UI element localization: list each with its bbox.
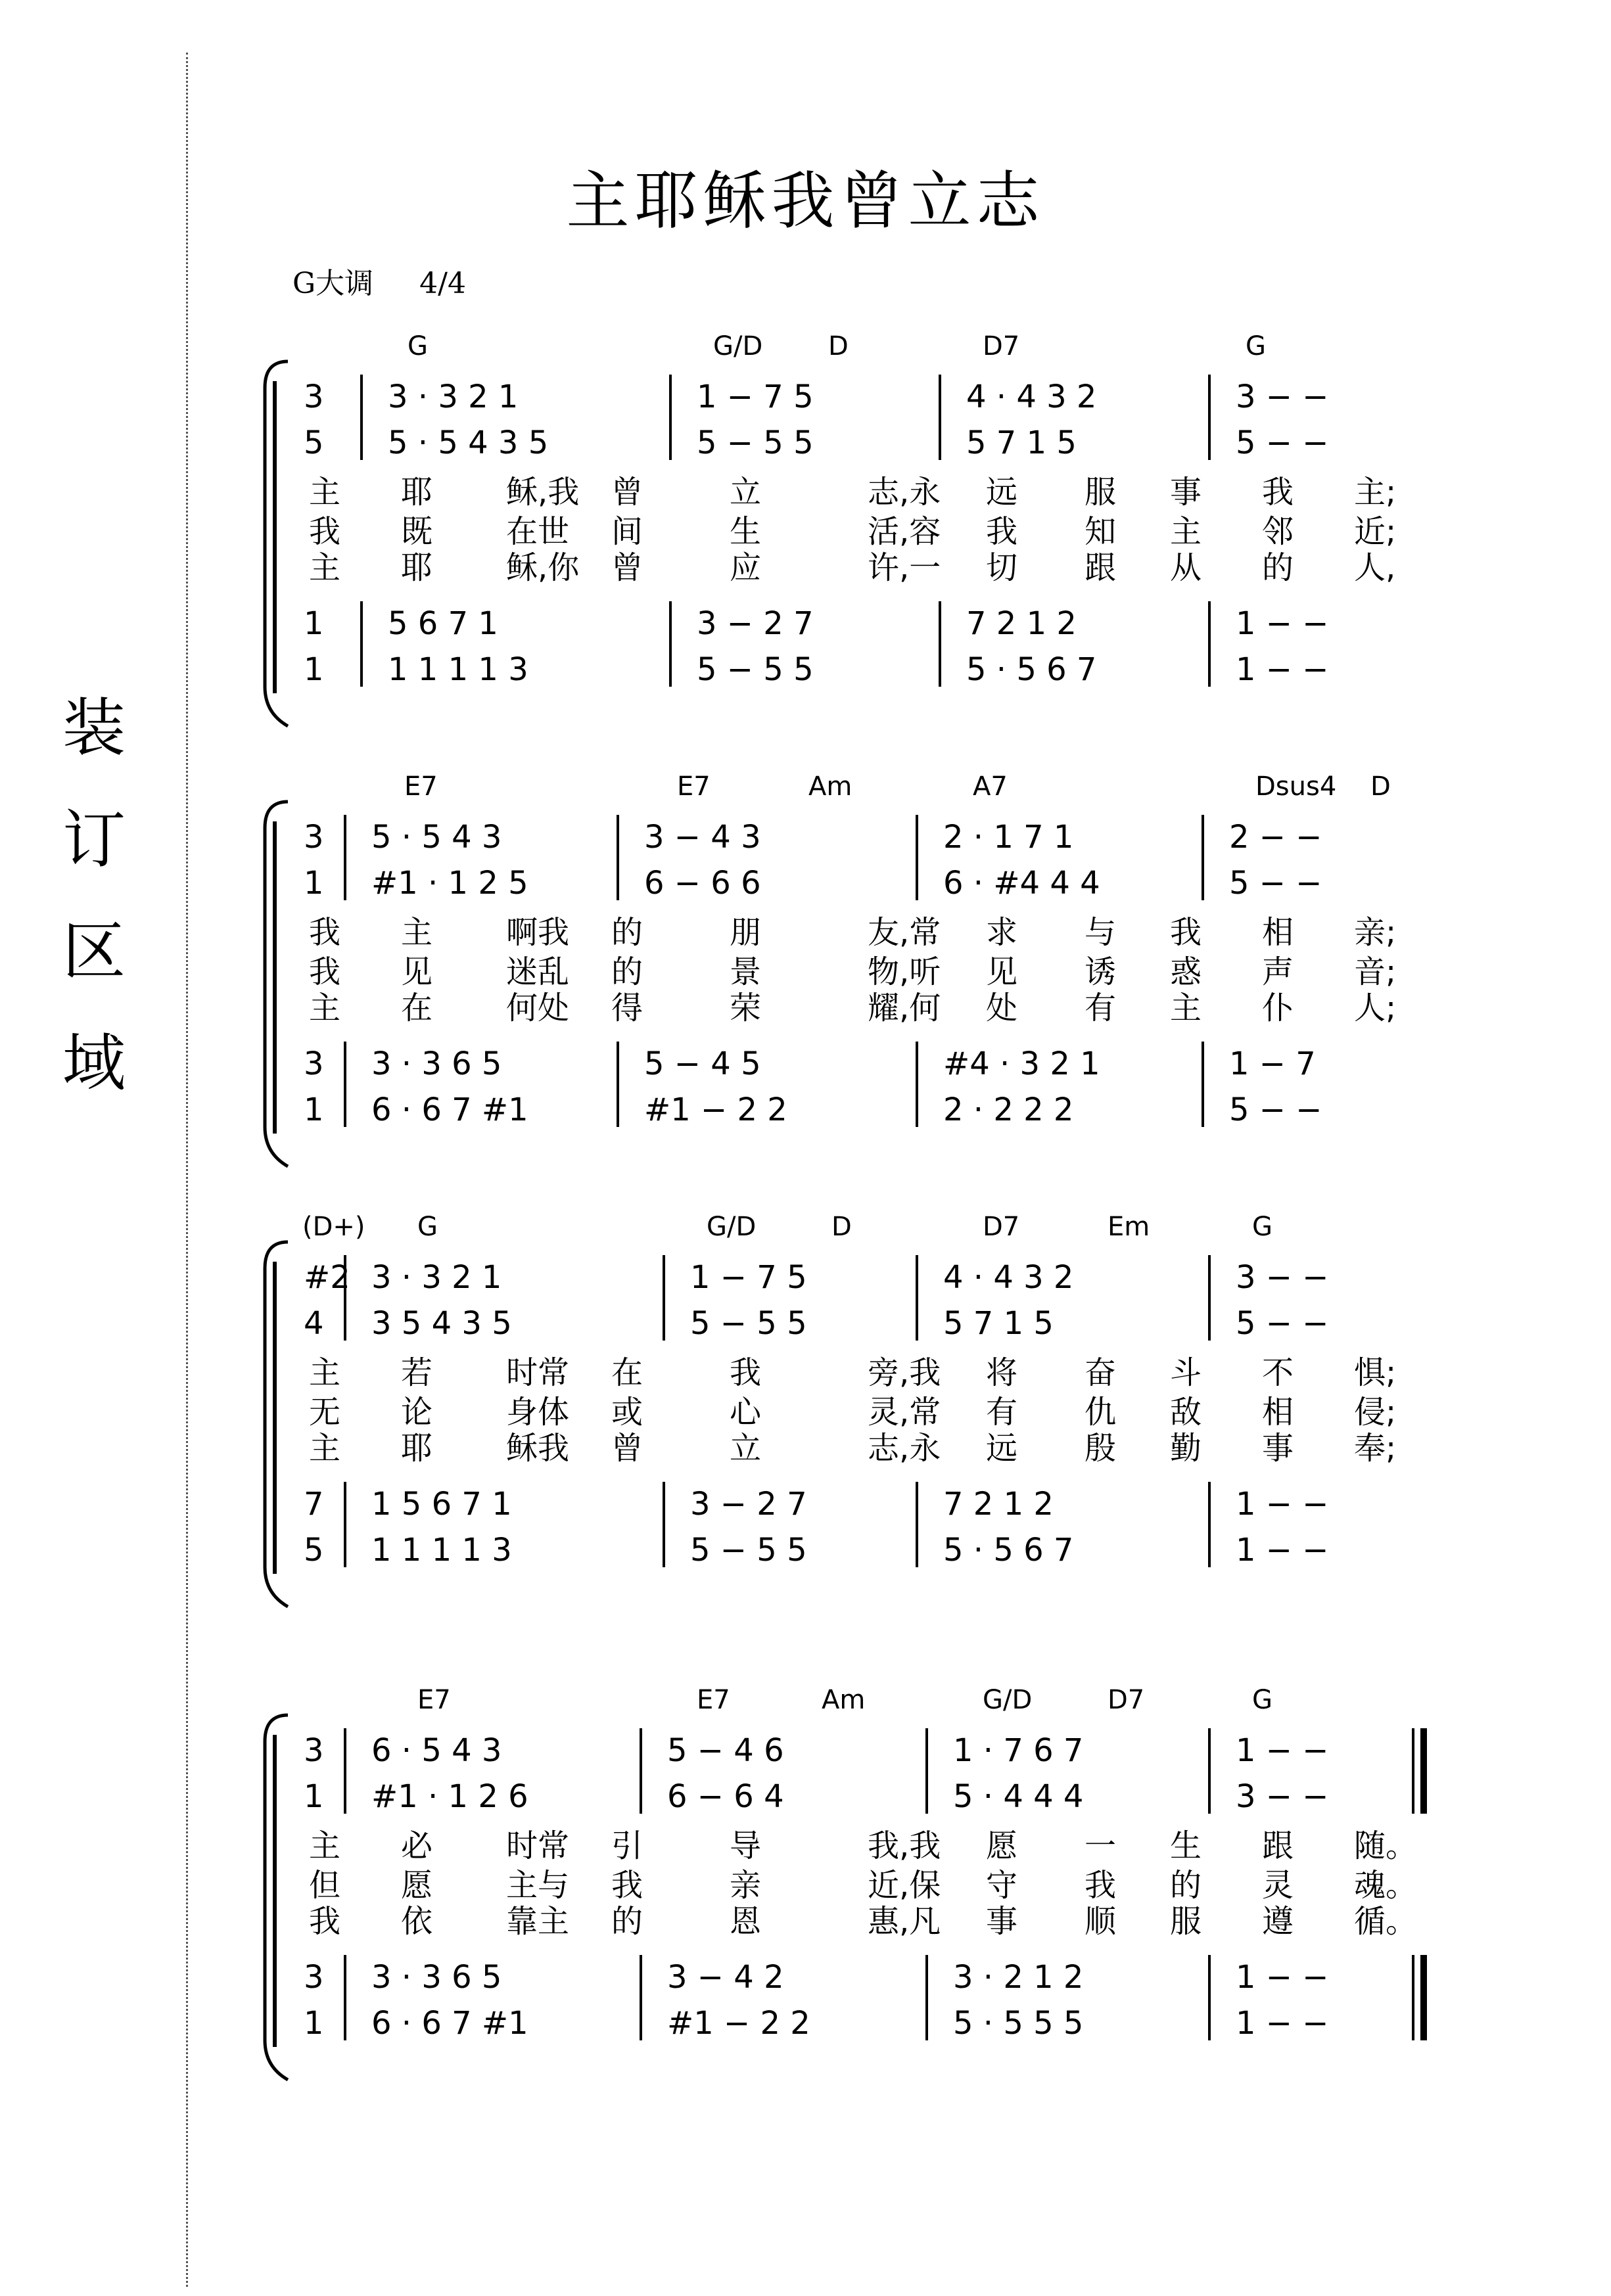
measure-soprano: 3 bbox=[304, 1732, 324, 1769]
chord-symbol: G/D bbox=[713, 331, 763, 361]
measure-alto: #1 · 1 2 6 bbox=[371, 1778, 528, 1815]
lyric-syllable: 许,一 bbox=[868, 549, 941, 586]
measure-bass: 5 − − bbox=[1229, 1091, 1322, 1128]
chord-symbol: D bbox=[831, 1212, 852, 1242]
lyric-syllable: 时常 bbox=[506, 1354, 570, 1391]
lyric-syllable: 主 bbox=[401, 914, 433, 951]
lyric-syllable: 我 bbox=[309, 1903, 341, 1940]
lyric-syllable: 应 bbox=[730, 549, 762, 586]
measure-soprano: 1 − 7 5 bbox=[697, 379, 814, 415]
measure-bass: 5 − 5 5 bbox=[697, 651, 814, 688]
measure-soprano: #2 bbox=[304, 1259, 350, 1296]
lyric-syllable: 的 bbox=[611, 953, 643, 990]
measure-tenor: 3 · 2 1 2 bbox=[953, 1959, 1084, 1996]
lyric-syllable: 在世 bbox=[506, 513, 570, 550]
measure-tenor: 1 − − bbox=[1236, 1486, 1329, 1523]
lyric-syllable: 若 bbox=[401, 1354, 433, 1391]
lyric-syllable: 生 bbox=[1170, 1827, 1202, 1864]
measure-bass: 5 · 5 5 5 bbox=[953, 2005, 1084, 2042]
time-signature: 4/4 bbox=[419, 267, 466, 300]
measure-soprano: 3 bbox=[304, 379, 324, 415]
measure-bass: 5 bbox=[304, 1532, 324, 1569]
chord-symbol: D bbox=[828, 331, 849, 361]
lyric-syllable: 耶 bbox=[401, 549, 433, 586]
lyric-syllable: 既 bbox=[401, 513, 433, 550]
lyric-syllable: 主与 bbox=[506, 1867, 570, 1904]
lyric-syllable: 守 bbox=[986, 1867, 1018, 1904]
lyric-syllable: 主 bbox=[309, 1430, 341, 1467]
lyric-syllable: 远 bbox=[986, 1430, 1018, 1467]
chord-symbol: G/D bbox=[983, 1685, 1033, 1715]
lyric-syllable: 时常 bbox=[506, 1827, 570, 1864]
measure-alto: 1 bbox=[304, 1778, 324, 1815]
measure-alto: 6 − 6 4 bbox=[667, 1778, 784, 1815]
chord-symbol: D7 bbox=[1108, 1685, 1145, 1715]
lyric-syllable: 愿 bbox=[401, 1867, 433, 1904]
lyric-syllable: 遵 bbox=[1262, 1903, 1294, 1940]
lyric-syllable: 我,我 bbox=[868, 1827, 941, 1864]
lyric-syllable: 惠,凡 bbox=[868, 1903, 941, 1940]
measure-soprano: 2 − − bbox=[1229, 819, 1322, 856]
lyric-syllable: 我 bbox=[1085, 1867, 1117, 1904]
measure-alto: 5 − 5 5 bbox=[690, 1305, 807, 1342]
lyric-syllable: 活,容 bbox=[868, 513, 941, 550]
measure-tenor: 1 5 6 7 1 bbox=[371, 1486, 512, 1523]
lyric-syllable: 循。 bbox=[1354, 1903, 1418, 1940]
lyric-syllable: 何处 bbox=[506, 990, 570, 1026]
lyric-syllable: 曾 bbox=[611, 1430, 643, 1467]
lyric-syllable: 耶 bbox=[401, 474, 433, 511]
measure-soprano: 5 · 5 4 3 bbox=[371, 819, 502, 856]
lyric-syllable: 跟 bbox=[1085, 549, 1117, 586]
measure-tenor: 7 2 1 2 bbox=[966, 605, 1077, 642]
lyric-syllable: 仆 bbox=[1262, 990, 1294, 1026]
lyric-syllable: 引 bbox=[611, 1827, 643, 1864]
measure-alto: 5 7 1 5 bbox=[943, 1305, 1054, 1342]
lyric-syllable: 我 bbox=[1170, 914, 1202, 951]
lyric-syllable: 跟 bbox=[1262, 1827, 1294, 1864]
chord-symbol: Em bbox=[1108, 1212, 1150, 1242]
lyric-syllable: 随。 bbox=[1354, 1827, 1418, 1864]
measure-soprano: 4 · 4 3 2 bbox=[966, 379, 1097, 415]
lyric-syllable: 声 bbox=[1262, 953, 1294, 990]
lyric-syllable: 知 bbox=[1085, 513, 1117, 550]
lyric-syllable: 事 bbox=[986, 1903, 1018, 1940]
lyric-syllable: 稣我 bbox=[506, 1430, 570, 1467]
lyric-syllable: 旁,我 bbox=[868, 1354, 941, 1391]
measure-soprano: 2 · 1 7 1 bbox=[943, 819, 1074, 856]
lyric-syllable: 斗 bbox=[1170, 1354, 1202, 1391]
chord-symbol: Dsus4 bbox=[1255, 771, 1337, 802]
lyric-syllable: 求 bbox=[986, 914, 1018, 951]
lyric-syllable: 勤 bbox=[1170, 1430, 1202, 1467]
chord-symbol: E7 bbox=[417, 1685, 451, 1715]
lyric-syllable: 荣 bbox=[730, 990, 762, 1026]
lyric-syllable: 诱 bbox=[1085, 953, 1117, 990]
lyric-syllable: 不 bbox=[1262, 1354, 1294, 1391]
lyric-syllable: 耀,何 bbox=[868, 990, 941, 1026]
measure-bass: #1 − 2 2 bbox=[667, 2005, 810, 2042]
measure-bass: 5 · 5 6 7 bbox=[966, 651, 1097, 688]
measure-tenor: 3 bbox=[304, 1959, 324, 1996]
measure-alto: 6 · #4 4 4 bbox=[943, 865, 1100, 902]
measure-tenor: 3 bbox=[304, 1045, 324, 1082]
chord-symbol: G bbox=[1252, 1685, 1272, 1715]
measure-bass: 6 · 6 7 #1 bbox=[371, 2005, 528, 2042]
lyric-syllable: 仇 bbox=[1085, 1394, 1117, 1431]
lyric-syllable: 主 bbox=[309, 1827, 341, 1864]
lyric-syllable: 有 bbox=[986, 1394, 1018, 1431]
measure-bass: 5 · 5 6 7 bbox=[943, 1532, 1074, 1569]
lyric-syllable: 亲; bbox=[1354, 914, 1397, 951]
lyric-syllable: 迷乱 bbox=[506, 953, 570, 990]
lyric-syllable: 无 bbox=[309, 1394, 341, 1431]
lyric-syllable: 我 bbox=[309, 953, 341, 990]
lyric-syllable: 主 bbox=[309, 1354, 341, 1391]
lyric-syllable: 从 bbox=[1170, 549, 1202, 586]
measure-bass: 1 bbox=[304, 651, 324, 688]
lyric-syllable: 景 bbox=[730, 953, 762, 990]
measure-alto: 5 − − bbox=[1229, 865, 1322, 902]
lyric-syllable: 奋 bbox=[1085, 1354, 1117, 1391]
chord-symbol: E7 bbox=[677, 771, 711, 802]
lyric-syllable: 论 bbox=[401, 1394, 433, 1431]
measure-alto: 5 − − bbox=[1236, 1305, 1329, 1342]
lyric-syllable: 的 bbox=[611, 1903, 643, 1940]
binding-char: 装 bbox=[62, 691, 126, 765]
lyric-syllable: 殷 bbox=[1085, 1430, 1117, 1467]
measure-tenor: 1 − − bbox=[1236, 605, 1329, 642]
measure-tenor: 5 6 7 1 bbox=[388, 605, 498, 642]
measure-alto: #1 · 1 2 5 bbox=[371, 865, 528, 902]
lyric-syllable: 近,保 bbox=[868, 1867, 941, 1904]
chord-symbol: E7 bbox=[697, 1685, 730, 1715]
lyric-syllable: 魂。 bbox=[1354, 1867, 1418, 1904]
measure-bass: 1 1 1 1 3 bbox=[388, 651, 528, 688]
lyric-syllable: 我 bbox=[309, 513, 341, 550]
lyric-syllable: 远 bbox=[986, 474, 1018, 511]
measure-alto: 5 · 4 4 4 bbox=[953, 1778, 1084, 1815]
binding-char: 域 bbox=[62, 1026, 126, 1100]
lyric-syllable: 恩 bbox=[730, 1903, 762, 1940]
lyric-syllable: 将 bbox=[986, 1354, 1018, 1391]
lyric-syllable: 相 bbox=[1262, 1394, 1294, 1431]
lyric-syllable: 服 bbox=[1170, 1903, 1202, 1940]
key-signature: G大调 bbox=[292, 267, 374, 300]
lyric-syllable: 切 bbox=[986, 549, 1018, 586]
lyric-syllable: 在 bbox=[611, 1354, 643, 1391]
lyric-syllable: 灵,常 bbox=[868, 1394, 941, 1431]
lyric-syllable: 但 bbox=[309, 1867, 341, 1904]
chord-symbol: G bbox=[1252, 1212, 1272, 1242]
measure-soprano: 3 − − bbox=[1236, 379, 1329, 415]
lyric-syllable: 的 bbox=[1262, 549, 1294, 586]
measure-bass: 1 bbox=[304, 2005, 324, 2042]
lyric-syllable: 在 bbox=[401, 990, 433, 1026]
measure-alto: 3 5 4 3 5 bbox=[371, 1305, 512, 1342]
lyric-syllable: 相 bbox=[1262, 914, 1294, 951]
lyric-syllable: 一 bbox=[1085, 1827, 1117, 1864]
lyric-syllable: 身体 bbox=[506, 1394, 570, 1431]
measure-tenor: 3 − 2 7 bbox=[697, 605, 814, 642]
measure-alto: 1 bbox=[304, 865, 324, 902]
lyric-syllable: 惑 bbox=[1170, 953, 1202, 990]
lyric-syllable: 导 bbox=[730, 1827, 762, 1864]
measure-tenor: 3 − 2 7 bbox=[690, 1486, 807, 1523]
lyric-syllable: 邻 bbox=[1262, 513, 1294, 550]
chord-symbol: D7 bbox=[983, 331, 1020, 361]
lyric-syllable: 曾 bbox=[611, 474, 643, 511]
lyric-syllable: 耶 bbox=[401, 1430, 433, 1467]
lyric-syllable: 得 bbox=[611, 990, 643, 1026]
lyric-syllable: 啊我 bbox=[506, 914, 570, 951]
lyric-syllable: 事 bbox=[1262, 1430, 1294, 1467]
measure-soprano: 3 − 4 3 bbox=[644, 819, 761, 856]
measure-soprano: 6 · 5 4 3 bbox=[371, 1732, 502, 1769]
lyric-syllable: 见 bbox=[401, 953, 433, 990]
measure-alto: 6 − 6 6 bbox=[644, 865, 761, 902]
lyric-syllable: 我 bbox=[986, 513, 1018, 550]
measure-bass: 5 − 5 5 bbox=[690, 1532, 807, 1569]
chord-symbol: D7 bbox=[983, 1212, 1020, 1242]
lyric-syllable: 物,听 bbox=[868, 953, 941, 990]
lyric-syllable: 或 bbox=[611, 1394, 643, 1431]
lyric-syllable: 人; bbox=[1354, 990, 1397, 1026]
measure-alto: 5 bbox=[304, 425, 324, 461]
measure-soprano: 5 − 4 6 bbox=[667, 1732, 784, 1769]
chord-symbol: Am bbox=[808, 771, 852, 802]
lyric-syllable: 主 bbox=[309, 990, 341, 1026]
measure-soprano: 3 bbox=[304, 819, 324, 856]
measure-bass: 1 − − bbox=[1236, 651, 1329, 688]
measure-bass: 6 · 6 7 #1 bbox=[371, 1091, 528, 1128]
lyric-syllable: 立 bbox=[730, 474, 762, 511]
lyric-syllable: 近; bbox=[1354, 513, 1397, 550]
lyric-syllable: 曾 bbox=[611, 549, 643, 586]
chord-symbol: E7 bbox=[404, 771, 438, 802]
lyric-syllable: 音; bbox=[1354, 953, 1397, 990]
binding-char: 订 bbox=[62, 803, 126, 877]
measure-tenor: 7 2 1 2 bbox=[943, 1486, 1054, 1523]
measure-soprano: 3 · 3 2 1 bbox=[371, 1259, 502, 1296]
measure-soprano: 1 − 7 5 bbox=[690, 1259, 807, 1296]
lyric-syllable: 间 bbox=[611, 513, 643, 550]
measure-bass: 1 − − bbox=[1236, 1532, 1329, 1569]
measure-bass: #1 − 2 2 bbox=[644, 1091, 787, 1128]
lyric-syllable: 立 bbox=[730, 1430, 762, 1467]
lyric-syllable: 稣,你 bbox=[506, 549, 580, 586]
measure-soprano: 4 · 4 3 2 bbox=[943, 1259, 1074, 1296]
lyric-syllable: 主 bbox=[309, 474, 341, 511]
measure-tenor: 1 bbox=[304, 605, 324, 642]
measure-bass: 2 · 2 2 2 bbox=[943, 1091, 1074, 1128]
lyric-syllable: 事 bbox=[1170, 474, 1202, 511]
chord-symbol: A7 bbox=[973, 771, 1008, 802]
lyric-syllable: 依 bbox=[401, 1903, 433, 1940]
lyric-syllable: 生 bbox=[730, 513, 762, 550]
binding-char: 区 bbox=[62, 915, 126, 988]
lyric-syllable: 靠主 bbox=[506, 1903, 570, 1940]
measure-bass: 1 1 1 1 3 bbox=[371, 1532, 512, 1569]
measure-alto: 5 7 1 5 bbox=[966, 425, 1077, 461]
lyric-syllable: 敌 bbox=[1170, 1394, 1202, 1431]
measure-alto: 5 − 5 5 bbox=[697, 425, 814, 461]
lyric-syllable: 处 bbox=[986, 990, 1018, 1026]
lyric-syllable: 我 bbox=[611, 1867, 643, 1904]
measure-soprano: 1 · 7 6 7 bbox=[953, 1732, 1084, 1769]
lyric-syllable: 奉; bbox=[1354, 1430, 1397, 1467]
lyric-syllable: 朋 bbox=[730, 914, 762, 951]
measure-soprano: 1 − − bbox=[1236, 1732, 1329, 1769]
song-title: 主耶稣我曾立志 bbox=[566, 164, 1045, 238]
measure-soprano: 3 · 3 2 1 bbox=[388, 379, 519, 415]
measure-tenor: 3 − 4 2 bbox=[667, 1959, 784, 1996]
measure-alto: 5 − − bbox=[1236, 425, 1329, 461]
lyric-syllable: 友,常 bbox=[868, 914, 941, 951]
lyric-syllable: 心 bbox=[730, 1394, 762, 1431]
chord-symbol: G bbox=[1246, 331, 1266, 361]
measure-alto: 4 bbox=[304, 1305, 324, 1342]
measure-tenor: 3 · 3 6 5 bbox=[371, 1045, 502, 1082]
lyric-syllable: 主 bbox=[309, 549, 341, 586]
lyric-syllable: 侵; bbox=[1354, 1394, 1397, 1431]
lyric-syllable: 与 bbox=[1085, 914, 1117, 951]
chord-symbol: G bbox=[417, 1212, 438, 1242]
measure-tenor: #4 · 3 2 1 bbox=[943, 1045, 1100, 1082]
measure-alto: 5 · 5 4 3 5 bbox=[388, 425, 549, 461]
lyric-syllable: 志,永 bbox=[868, 1430, 941, 1467]
lyric-syllable: 主 bbox=[1170, 990, 1202, 1026]
lyric-syllable: 亲 bbox=[730, 1867, 762, 1904]
measure-alto: 3 − − bbox=[1236, 1778, 1329, 1815]
lyric-syllable: 我 bbox=[1262, 474, 1294, 511]
lyric-syllable: 的 bbox=[611, 914, 643, 951]
lyric-syllable: 惧; bbox=[1354, 1354, 1397, 1391]
chord-symbol: (D+) bbox=[302, 1212, 365, 1242]
lyric-syllable: 灵 bbox=[1262, 1867, 1294, 1904]
measure-soprano: 3 − − bbox=[1236, 1259, 1329, 1296]
lyric-syllable: 有 bbox=[1085, 990, 1117, 1026]
lyric-syllable: 主 bbox=[1170, 513, 1202, 550]
lyric-syllable: 顺 bbox=[1085, 1903, 1117, 1940]
lyric-syllable: 服 bbox=[1085, 474, 1117, 511]
chord-symbol: G bbox=[408, 331, 428, 361]
lyric-syllable: 人, bbox=[1354, 549, 1396, 586]
lyric-syllable: 志,永 bbox=[868, 474, 941, 511]
lyric-syllable: 主; bbox=[1354, 474, 1397, 511]
measure-bass: 1 − − bbox=[1236, 2005, 1329, 2042]
lyric-syllable: 的 bbox=[1170, 1867, 1202, 1904]
measure-tenor: 3 · 3 6 5 bbox=[371, 1959, 502, 1996]
measure-tenor: 1 − 7 bbox=[1229, 1045, 1316, 1082]
lyric-syllable: 愿 bbox=[986, 1827, 1018, 1864]
measure-tenor: 5 − 4 5 bbox=[644, 1045, 761, 1082]
lyric-syllable: 见 bbox=[986, 953, 1018, 990]
chord-symbol: G/D bbox=[707, 1212, 757, 1242]
measure-tenor: 1 − − bbox=[1236, 1959, 1329, 1996]
lyric-syllable: 稣,我 bbox=[506, 474, 580, 511]
measure-bass: 1 bbox=[304, 1091, 324, 1128]
lyric-syllable: 必 bbox=[401, 1827, 433, 1864]
lyric-syllable: 我 bbox=[309, 914, 341, 951]
chord-symbol: Am bbox=[822, 1685, 866, 1715]
measure-tenor: 7 bbox=[304, 1486, 324, 1523]
lyric-syllable: 我 bbox=[730, 1354, 762, 1391]
chord-symbol: D bbox=[1370, 771, 1391, 802]
